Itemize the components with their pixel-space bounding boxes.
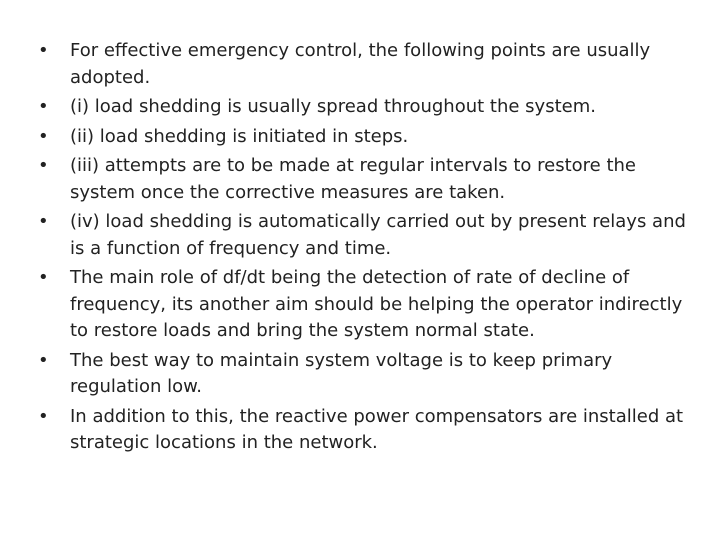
list-item bbox=[38, 209, 698, 262]
bullet-text: In addition to this, the reactive power compensators are installed at strategic locations in the network. bbox=[70, 405, 684, 453]
bullet-text: (iv) load shedding is automatically carried out by present relays and is a function of frequency and time. bbox=[70, 211, 686, 259]
list-item bbox=[38, 124, 698, 151]
bullet-icon: • bbox=[38, 155, 49, 176]
list-item bbox=[38, 153, 698, 206]
bullet-icon: • bbox=[38, 96, 49, 117]
bullet-text: For effective emergency control, the following points are usually adopted. bbox=[70, 40, 651, 88]
bullet-icon: • bbox=[38, 125, 49, 147]
bullet-list bbox=[38, 38, 698, 460]
bullet-text: (i) load shedding is usually spread throughout the system. bbox=[70, 96, 596, 117]
bullet-icon: • bbox=[38, 405, 49, 427]
bullet-icon: • bbox=[38, 267, 49, 288]
bullet-text: The best way to maintain system voltage is to keep primary regulation low. bbox=[70, 349, 613, 397]
list-item bbox=[38, 94, 698, 121]
list-item bbox=[38, 265, 698, 345]
bullet-icon: • bbox=[38, 40, 49, 61]
bullet-text: The main role of df/dt being the detection of rate of decline of frequency, its another aim should be helping the operator indirectly to restore loads and bring the system normal state. bbox=[70, 267, 683, 341]
bullet-text: (ii) load shedding is initiated in steps. bbox=[70, 125, 409, 147]
bullet-icon: • bbox=[38, 349, 49, 371]
bullet-icon: • bbox=[38, 211, 49, 232]
bullet-text: (iii) attempts are to be made at regular intervals to restore the system once the corrective measures are taken. bbox=[70, 155, 636, 203]
list-item bbox=[38, 348, 698, 401]
list-item bbox=[38, 38, 698, 91]
list-item bbox=[38, 404, 698, 457]
